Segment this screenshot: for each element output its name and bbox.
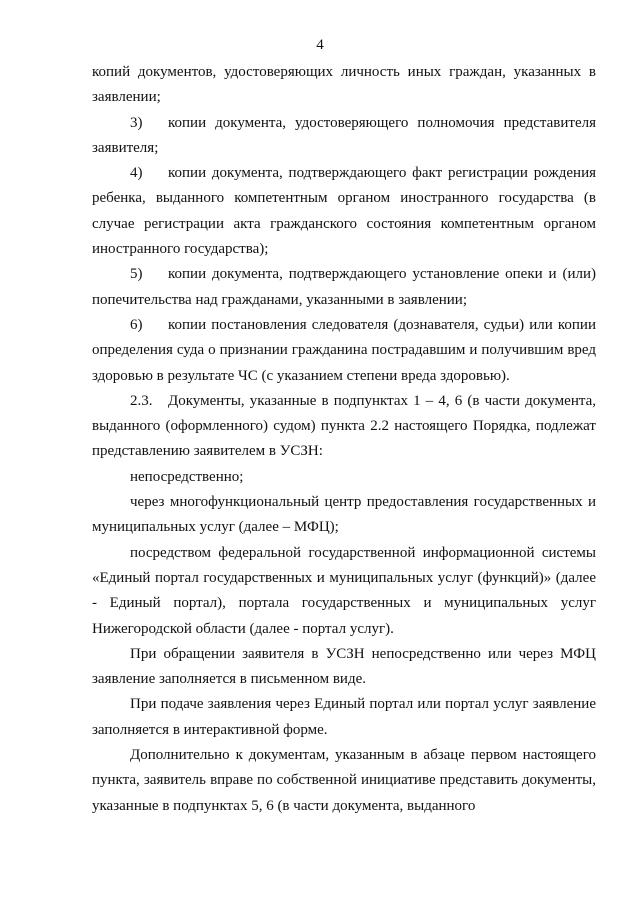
paragraph-continuation: копий документов, удостоверяющих личность иных граждан, указанных в заявлении; — [92, 64, 596, 106]
list-item-3 — [92, 111, 596, 162]
paragraph-portal: посредством федеральной государственной информационной системы «Единый портал государственных и муниципальных услуг (функций)» (далее - Единый портал), портала государственных и муниципальных услуг Нижегородской области (далее - портал услуг). — [92, 544, 596, 637]
list-item-text: копии документа, подтверждающего установление опеки и (или) попечительства над гражданами, указанными в заявлении; — [92, 266, 596, 308]
list-item-5 — [92, 262, 596, 313]
list-item-6 — [92, 313, 596, 389]
section-2-3 — [92, 389, 596, 465]
document-body — [92, 60, 596, 819]
section-number: 2.3. — [130, 392, 153, 409]
page-number: 4 — [316, 37, 324, 53]
list-item-text: копии документа, подтверждающего факт регистрации рождения ребенка, выданного компетентным органом иностранного государства (в случае регистрации акта гражданского состояния компетентным органом иностранного государства); — [92, 165, 596, 258]
list-item-text: копии постановления следователя (дознавателя, судьи) или копии определения суда о признании гражданина пострадавшим и получившим вред здоровью в результате ЧС (с указанием степени вреда здоровью). — [92, 316, 596, 384]
list-item-number: 5) — [130, 266, 143, 283]
list-item-number: 6) — [130, 316, 143, 333]
list-item-text: копии документа, удостоверяющего полномочия представителя заявителя; — [92, 114, 596, 156]
list-item-number: 3) — [130, 114, 143, 131]
list-item-number: 4) — [130, 165, 143, 182]
paragraph-directly: непосредственно; — [130, 468, 244, 485]
section-text: Документы, указанные в подпунктах 1 – 4, 6 (в части документа, выданного (оформленного) судом) пункта 2.2 настоящего Порядка, подлежат представлению заявителем в УСЗН: — [92, 392, 596, 460]
paragraph-additional-documents: Дополнительно к документам, указанным в абзаце первом настоящего пункта, заявитель вправе по собственной инициативе представить документы, указанные в подпунктах 5, 6 (в части документа, выданного — [92, 747, 596, 814]
paragraph-written-form: При обращении заявителя в УСЗН непосредственно или через МФЦ заявление заполняется в письменном виде. — [92, 645, 596, 688]
list-item-4 — [92, 161, 596, 262]
paragraph-mfc: через многофункциональный центр предоставления государственных и муниципальных услуг (далее – МФЦ); — [92, 494, 596, 536]
paragraph-interactive-form: При подаче заявления через Единый портал или портал услуг заявление заполняется в интерактивной форме. — [92, 696, 596, 738]
